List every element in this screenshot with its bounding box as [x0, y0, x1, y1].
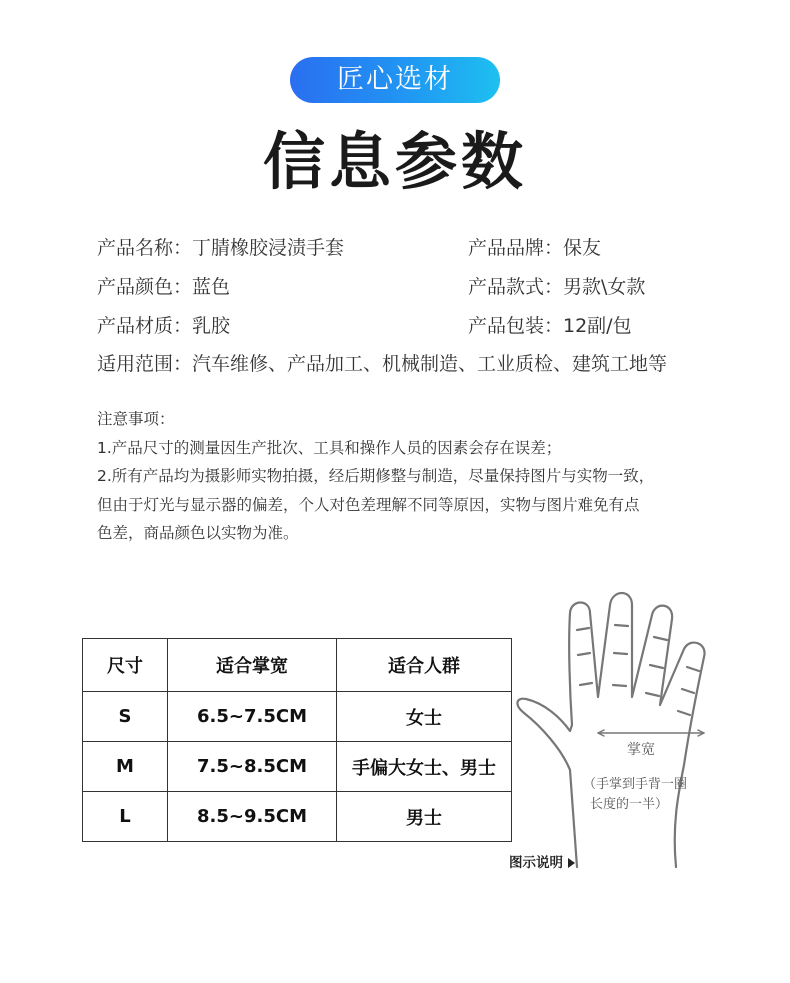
notes-heading: 注意事项：: [97, 410, 175, 428]
table-cell-palm-width: 8.5~9.5CM: [168, 792, 337, 842]
notes-line: 色差，商品颜色以实物为准。: [97, 524, 299, 542]
table-row: [83, 692, 512, 742]
notes-line: 2.所有产品均为摄影师实物拍摄，经后期修整与制造，尽量保持图片与实物一致，: [97, 467, 655, 485]
spec-product-package: 产品包装：12副/包: [468, 315, 632, 337]
play-triangle-icon: [568, 858, 575, 868]
header-badge: 匠心选材: [290, 57, 500, 103]
table-header-row: [83, 639, 512, 692]
table-cell-audience: 女士: [337, 692, 512, 742]
spec-usage-scope: 适用范围：汽车维修、产品加工、机械制造、工业质检、建筑工地等: [97, 353, 668, 375]
spec-product-name: 产品名称：丁腈橡胶浸渍手套: [97, 237, 345, 259]
hand-outline-icon: [512, 585, 730, 870]
table-cell-size: S: [83, 692, 168, 742]
table-cell-size: M: [83, 742, 168, 792]
table-header-cell: 适合掌宽: [168, 639, 337, 692]
spec-product-color: 产品颜色：蓝色: [97, 276, 231, 298]
notes-line: 但由于灯光与显示器的偏差，个人对色差理解不同等原因，实物与图片难免有点: [97, 495, 640, 514]
notes-line: 1.产品尺寸的测量因生产批次、工具和操作人员的因素会存在误差；: [97, 438, 562, 457]
diagram-caption-text: 图示说明: [509, 855, 563, 871]
table-header-cell: 尺寸: [83, 639, 168, 692]
table-cell-palm-width: 7.5~8.5CM: [168, 742, 337, 792]
spec-product-style: 产品款式：男款\女款: [468, 276, 646, 298]
page-title: 信息参数: [262, 125, 527, 198]
palm-note-line: 长度的一半）: [590, 797, 669, 812]
spec-product-material: 产品材质：乳胶: [97, 315, 231, 337]
table-cell-audience: 手偏大女士、男士: [337, 742, 512, 792]
diagram-caption: [509, 851, 575, 871]
spec-product-brand: 产品品牌：保友: [468, 237, 602, 259]
palm-note-line: （手掌到手背一圈: [583, 777, 688, 792]
table-row: [83, 742, 512, 792]
size-table: [82, 638, 512, 842]
palm-width-label: 掌宽: [627, 742, 655, 758]
table-row: [83, 792, 512, 842]
table-cell-audience: 男士: [337, 792, 512, 842]
table-cell-palm-width: 6.5~7.5CM: [168, 692, 337, 742]
table-cell-size: L: [83, 792, 168, 842]
table-header-cell: 适合人群: [337, 639, 512, 692]
notes-block: [97, 405, 717, 548]
